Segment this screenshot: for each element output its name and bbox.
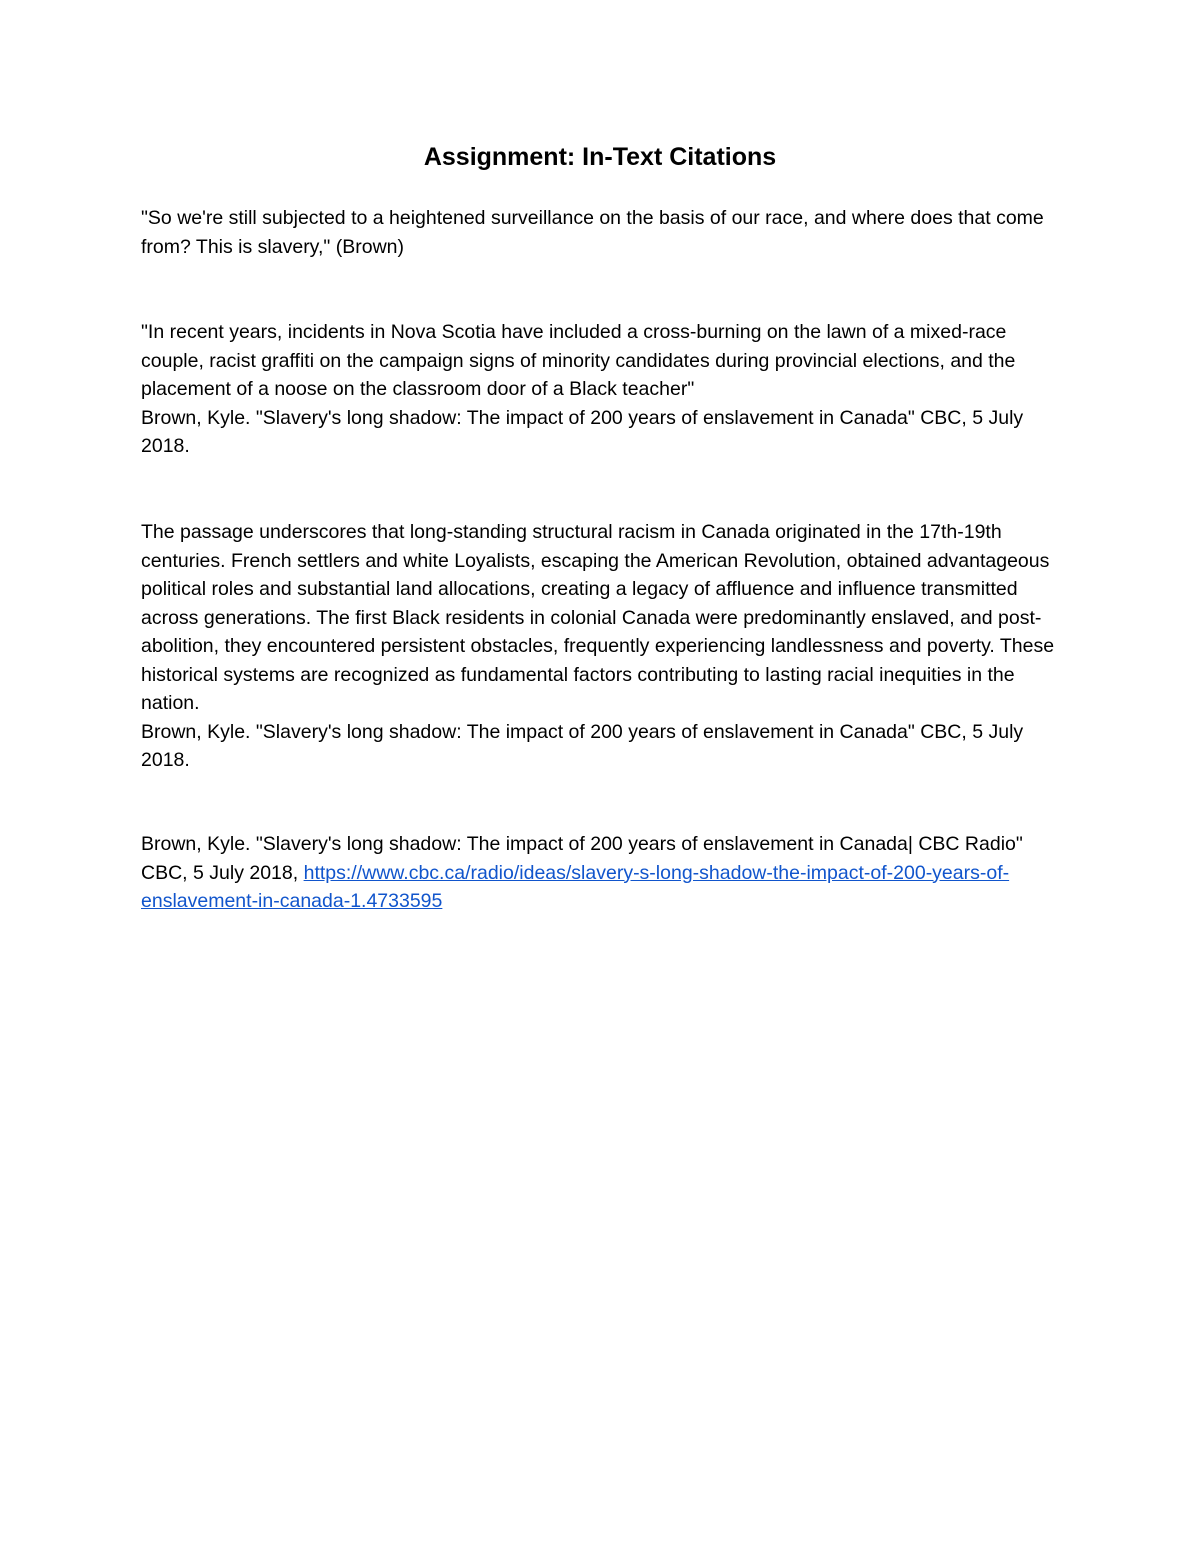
works-cited-block [141, 830, 1061, 916]
quote-2-text: "In recent years, incidents in Nova Scotia have included a cross-burning on the lawn of a mixed-race couple, racist graffiti on the campaign signs of minority candidates during provincial elections, and the placement of a noose on the classroom door of a Black teacher" [141, 321, 1016, 400]
document-title: Assignment: In-Text Citations [423, 143, 777, 171]
quote-2-citation: Brown, Kyle. "Slavery's long shadow: The impact of 200 years of enslavement in Canada" CBC, 5 July 2018. [141, 406, 1024, 457]
quote-block-1 [141, 204, 1061, 261]
quote-1-text: "So we're still subjected to a heightened surveillance on the basis of our race, and where does that come from? This is slavery," (Brown) [141, 207, 1044, 258]
quote-block-2 [141, 318, 1061, 461]
works-cited-text: Brown, Kyle. "Slavery's long shadow: The impact of 200 years of enslavement in Canada| CBC Radio" CBC, 5 July 2018, [141, 833, 1023, 884]
summary-text: The passage underscores that long-standing structural racism in Canada originated in the 17th-19th centuries. French settlers and white Loyalists, escaping the American Revolution, obtained advantageous political roles and substantial land allocations, creating a legacy of affluence and influence transmitted across generations. The first Black residents in colonial Canada were predominantly enslaved, and post-abolition, they encountered persistent obstacles, frequently experiencing landlessness and poverty. These historical systems are recognized as fundamental factors contributing to lasting racial inequities in the nation. [141, 521, 1055, 714]
source-link[interactable]: https://www.cbc.ca/radio/ideas/slavery-s-long-shadow-the-impact-of-200-years-of-enslavement-in-canada-1.4733595 [141, 861, 1010, 912]
summary-citation: Brown, Kyle. "Slavery's long shadow: The impact of 200 years of enslavement in Canada" CBC, 5 July 2018. [141, 720, 1024, 771]
summary-block [141, 518, 1061, 775]
works-cited-entry [141, 830, 1061, 916]
